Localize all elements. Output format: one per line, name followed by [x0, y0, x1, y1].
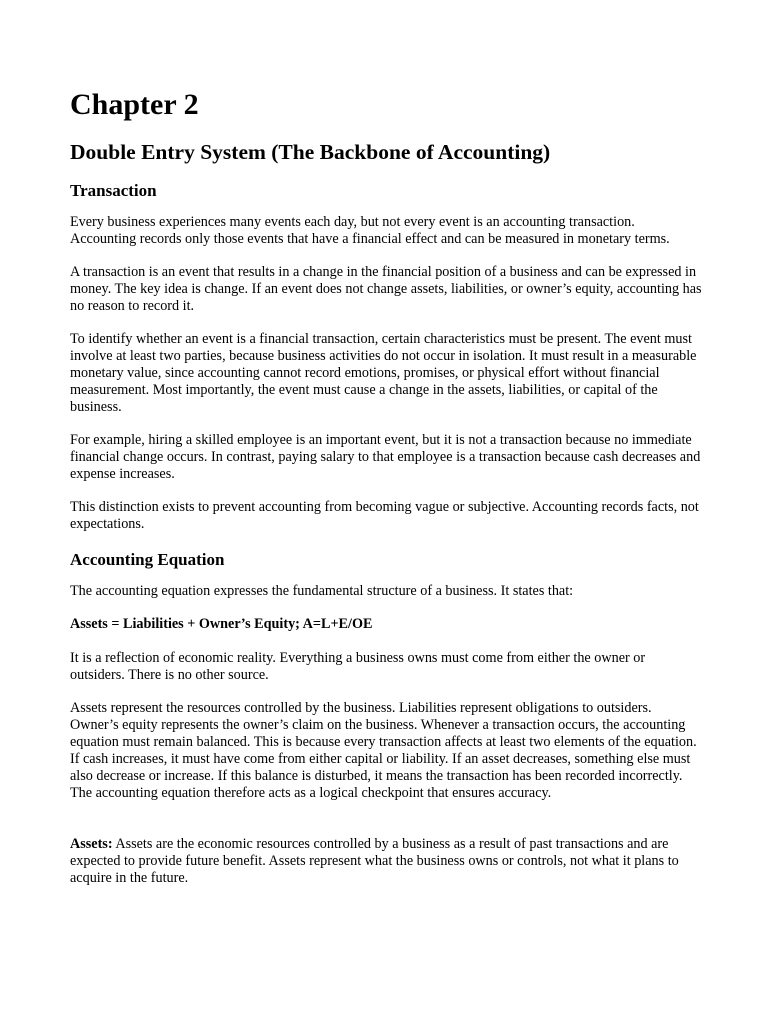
transaction-heading: Transaction	[70, 181, 157, 200]
chapter-title: Chapter 2	[70, 88, 199, 121]
equation-formula: Assets = Liabilities + Owner’s Equity; A=L+E/OE	[70, 616, 373, 632]
equation-paragraph: It is a reflection of economic reality. Everything a business owns must come from either the owner or outsiders. There is no other source.	[70, 650, 646, 683]
transaction-paragraph: This distinction exists to prevent accounting from becoming vague or subjective. Accounting records facts, not expectations.	[70, 499, 699, 532]
equation-intro: The accounting equation expresses the fundamental structure of a business. It states that:	[70, 583, 574, 599]
assets-definition	[70, 836, 702, 887]
transaction-paragraph: To identify whether an event is a financial transaction, certain characteristics must be present. The event must involve at least two parties, because business activities do not occur in isolation. It must result in a measurable monetary value, since accounting cannot record emotions, promises, or physical effort without financial measurement. Most importantly, the event must cause a change in the assets, liabilities, or capital of the business.	[70, 331, 697, 415]
transaction-paragraph: Every business experiences many events each day, but not every event is an accounting transaction. Accounting records only those events that have a financial effect and can be measured in monetary terms.	[70, 214, 670, 247]
equation-paragraph: Assets represent the resources controlled by the business. Liabilities represent obligations to outsiders. Owner’s equity represents the owner’s claim on the business. Whenever a transaction occurs, the accounting equation must remain balanced. This is because every transaction affects at least two elements of the equation. If cash increases, it must have come from either capital or liability. If an asset decreases, something else must also decrease or increase. If this balance is disturbed, it means the transaction has been recorded incorrectly. The accounting equation therefore acts as a logical checkpoint that ensures accuracy.	[70, 700, 697, 801]
transaction-paragraph: For example, hiring a skilled employee is an important event, but it is not a transaction because no immediate financial change occurs. In contrast, paying salary to that employee is a transaction because cash decreases and expense increases.	[70, 432, 701, 482]
assets-term: Assets:	[70, 836, 113, 852]
section-title: Double Entry System (The Backbone of Accounting)	[70, 140, 551, 164]
transaction-paragraph: A transaction is an event that results in a change in the financial position of a business and can be expressed in money. The key idea is change. If an event does not change assets, liabilities, or owner’s equity, accounting has no reason to record it.	[70, 264, 702, 314]
document-page	[70, 86, 702, 903]
accounting-equation-heading: Accounting Equation	[70, 550, 225, 569]
assets-definition-text: Assets are the economic resources controlled by a business as a result of past transactions and are expected to provide future benefit. Assets represent what the business owns or controls, not what it plans to acquire in the future.	[70, 836, 679, 886]
